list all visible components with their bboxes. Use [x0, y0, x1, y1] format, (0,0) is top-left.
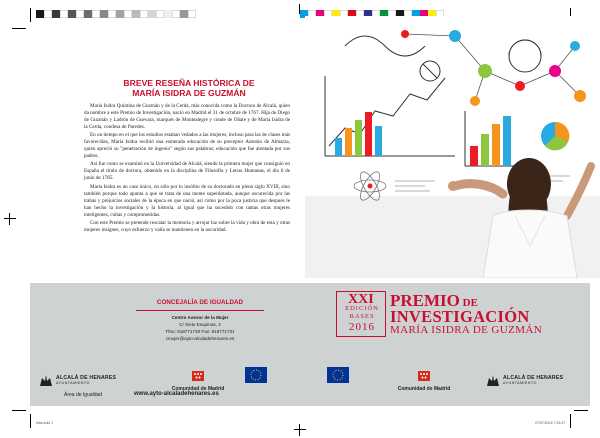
premio-title-line3: MARÍA ISIDRA DE GUZMÁN — [390, 324, 543, 336]
alcala-logo-right — [485, 372, 563, 388]
crop-mark — [30, 414, 31, 428]
crop-mark — [12, 410, 26, 411]
crop-mark — [570, 414, 571, 428]
area-igualdad-label: Área de Igualdad — [64, 392, 103, 398]
history-paragraph: Con este Premio se pretende rescatar la memoria y arrojar luz sobre la vida y obra de esta y otras mujeres insignes, cuyo esfuerzo y valía se mantienen en la oscuridad. — [84, 219, 290, 233]
researcher-illustration — [305, 16, 600, 278]
alcala-sub: AYUNTAMIENTO — [503, 381, 537, 385]
alcala-name: ALCALÁ DE HENARES — [503, 375, 564, 381]
concejalia-title: CONCEJALÍA DE IGUALDAD — [156, 299, 244, 306]
history-heading — [84, 78, 294, 98]
contact-block — [130, 314, 270, 342]
crop-mark — [12, 28, 26, 29]
concejalia-divider — [136, 310, 264, 311]
madrid-stars-icon — [418, 371, 430, 381]
history-body — [84, 103, 290, 235]
fold-mark — [299, 4, 300, 14]
madrid-stars-icon — [192, 371, 204, 381]
print-date-label: 27/07/2016 7:39:47 — [535, 421, 566, 425]
contact-phone: Tfno: 918771730 Fax: 918771731 — [165, 329, 235, 334]
history-paragraph: Así fue como se examinó en la Universidad de Alcalá, siendo la primera mujer que consiguió en España el título de doctora, obtenido en la disciplina de Filosofía y Letras Humanas, el día 6 de junio de 1785. — [84, 161, 290, 182]
eu-flag-icon — [327, 367, 349, 383]
alcala-logo-left — [38, 372, 116, 388]
history-paragraph: En un tiempo en el que los estudios estaban vedados a las mujeres, incluso para las de clases más favorecidas, María Isidra recibió una esmerada educación de su preceptor Antonio de Almarza, quien apreció su "penetración de ingenio" según sus palabras; educación que fue alentada por sus padres. — [84, 132, 290, 160]
history-heading-line1: BREVE RESEÑA HISTÓRICA DE — [123, 78, 255, 88]
contact-email[interactable]: cmujer@ayto-alcaladehenares.es — [165, 336, 235, 341]
edition-word: EDICIÓN — [345, 305, 379, 312]
comunidad-madrid-label-1: Comunidad de Madrid — [171, 386, 225, 392]
comunidad-madrid-label-2: Comunidad de Madrid — [397, 386, 451, 392]
alcala-name: ALCALÁ DE HENARES — [56, 375, 117, 381]
crop-mark — [30, 8, 31, 22]
contact-center: Centro Asesor de la Mujer — [171, 315, 229, 320]
contact-street: C/ Siete Esquinas, 2 — [179, 322, 221, 327]
color-registration-bar — [36, 10, 196, 18]
crop-mark — [574, 410, 588, 411]
whiteboard-drawing-icon — [305, 16, 600, 278]
edition-number: XXI — [348, 292, 374, 307]
comunidad-madrid-logo-1 — [163, 368, 233, 392]
registration-cross-icon — [294, 424, 306, 436]
eu-flag-icon — [245, 367, 267, 383]
alcala-crest-icon — [485, 372, 501, 388]
history-paragraph: María Isidra es un caso único, no sólo por lo insólito de su doctorado en pleno siglo XVIII, sino también porque todo apunta a que se trata de una mente superdotada, aunque oscurecida por las trabas y prejuicios sociales de la época en que nació, así como por la poca justicia que después le han hecho la investigación y la historia, al igual que ha sucedido con tantas otras mujeres inteligentes, cultas y comprometidas. — [84, 183, 290, 218]
comunidad-madrid-logo-2 — [389, 368, 459, 392]
edition-year: 2016 — [349, 321, 375, 333]
print-file-label: tiras.indd 1 — [36, 421, 54, 425]
alcala-sub: AYUNTAMIENTO — [56, 381, 90, 385]
premio-title-line2: INVESTIGACIÓN — [390, 307, 530, 326]
eu-logo-2 — [327, 367, 349, 388]
history-paragraph: María Isidra Quintina de Guzmán y de la Cerda, más conocida como la Doctora de Alcalá, quien da nombre a este Premio de Investigación, nació en Madrid el 31 de octubre de 1767. Hija de Diego de Guzmán y Ladrón de Guevara, marqués de Montealegre y conde de Oñate y de María Isidra de la Cerda, condesa de Paredes. — [84, 103, 290, 131]
eu-logo-1 — [245, 367, 267, 388]
premio-word: PREMIO — [390, 291, 460, 310]
premio-de: DE — [459, 297, 478, 309]
bases-word: BASES — [349, 313, 375, 320]
history-heading-line2: MARÍA ISIDRA DE GUZMÁN — [132, 88, 246, 98]
alcala-crest-icon — [38, 372, 54, 388]
registration-cross-icon — [4, 213, 16, 225]
website-link[interactable]: www.ayto-alcaladehenares.es — [134, 391, 219, 397]
